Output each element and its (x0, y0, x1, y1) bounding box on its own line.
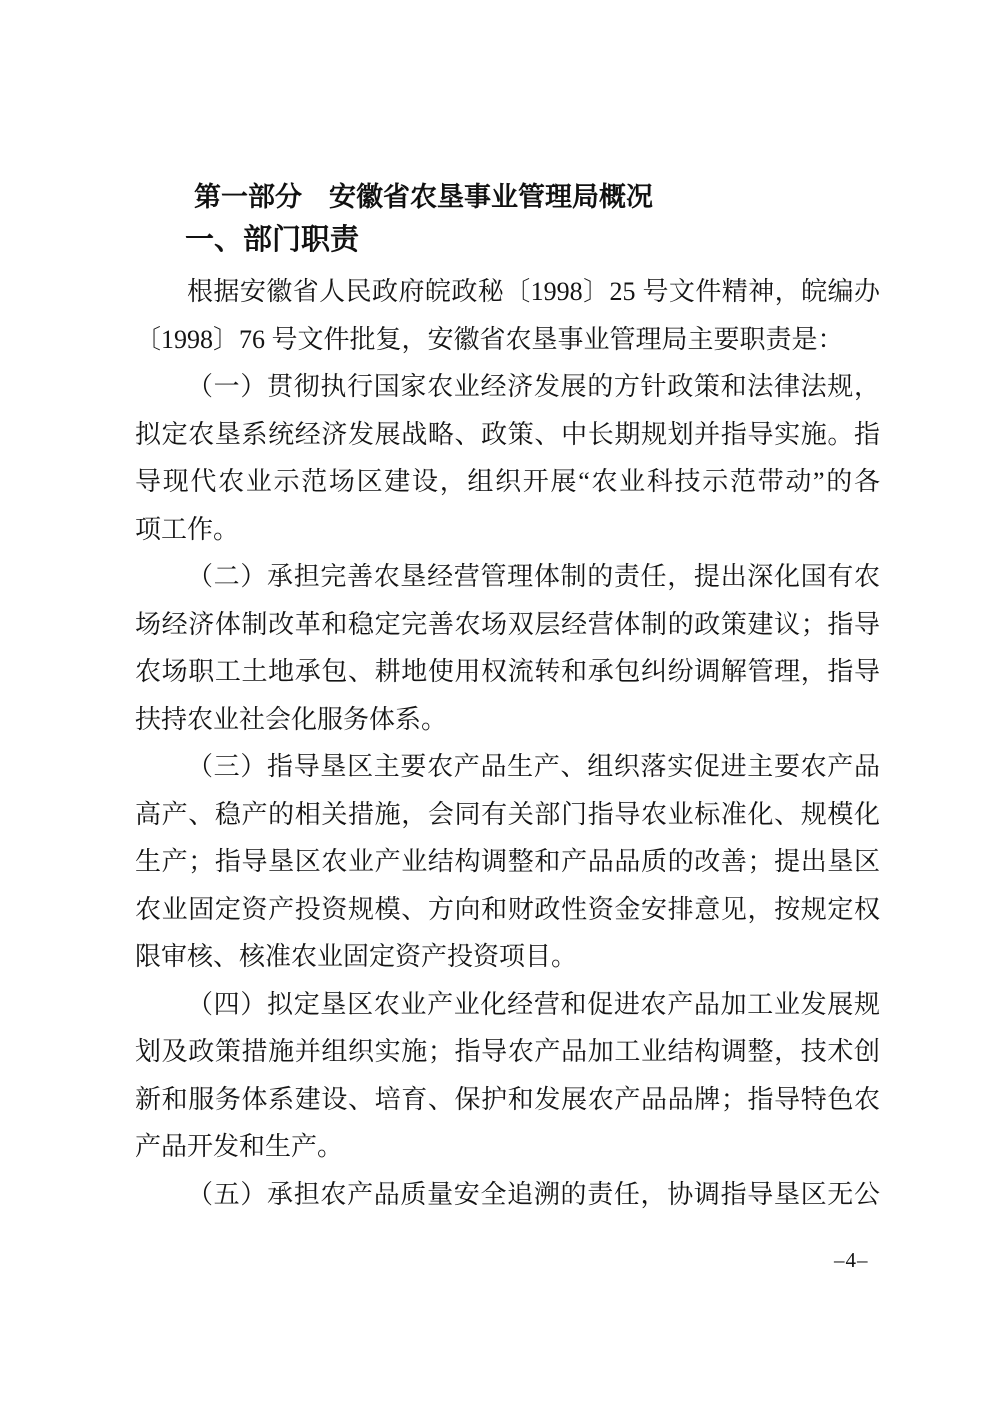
text-line: 导现代农业示范场区建设，组织开展“农业科技示范带动”的各 (135, 467, 880, 496)
text-line: （五）承担农产品质量安全追溯的责任，协调指导垦区无公 (187, 1179, 880, 1209)
document-title: 第一部分 安徽省农垦事业管理局概况 (194, 182, 653, 212)
text-line: （三）指导垦区主要农产品生产、组织落实促进主要农产品 (187, 752, 880, 781)
text-line: 场经济体制改革和稳定完善农场双层经营体制的政策建议；指导 (135, 609, 880, 639)
text-line: 根据安徽省人民政府皖政秘〔1998〕25 号文件精神，皖编办 (187, 277, 880, 306)
text-line: 农业固定资产投资规模、方向和财政性资金安排意见，按规定权 (135, 894, 880, 924)
text-line: （四）拟定垦区农业产业化经营和促进农产品加工业发展规 (187, 989, 880, 1019)
text-line: 〔1998〕76 号文件批复，安徽省农垦事业管理局主要职责是： (135, 324, 844, 354)
page-number: –4– (834, 1248, 869, 1272)
document-body (135, 268, 880, 1218)
text-line: 生产；指导垦区农业产业结构调整和产品品质的改善；提出垦区 (135, 847, 880, 876)
text-line: （一）贯彻执行国家农业经济发展的方针政策和法律法规， (187, 372, 880, 401)
text-line: 高产、稳产的相关措施，会同有关部门指导农业标准化、规模化 (135, 799, 880, 829)
text-line: 农场职工土地承包、耕地使用权流转和承包纠纷调解管理，指导 (135, 657, 880, 686)
text-line: 拟定农垦系统经济发展战略、政策、中长期规划并指导实施。指 (135, 419, 880, 449)
text-line: 扶持农业社会化服务体系。 (135, 704, 448, 734)
text-line: 产品开发和生产。 (135, 1132, 344, 1161)
text-line: 新和服务体系建设、培育、保护和发展农产品品牌；指导特色农 (135, 1084, 880, 1114)
text-line: （二）承担完善农垦经营管理体制的责任，提出深化国有农 (187, 562, 880, 591)
text-line: 划及政策措施并组织实施；指导农产品加工业结构调整，技术创 (135, 1037, 880, 1066)
section-heading: 一、部门职责 (185, 224, 360, 256)
text-line: 限审核、核准农业固定资产投资项目。 (135, 942, 578, 971)
text-line: 项工作。 (135, 514, 240, 544)
